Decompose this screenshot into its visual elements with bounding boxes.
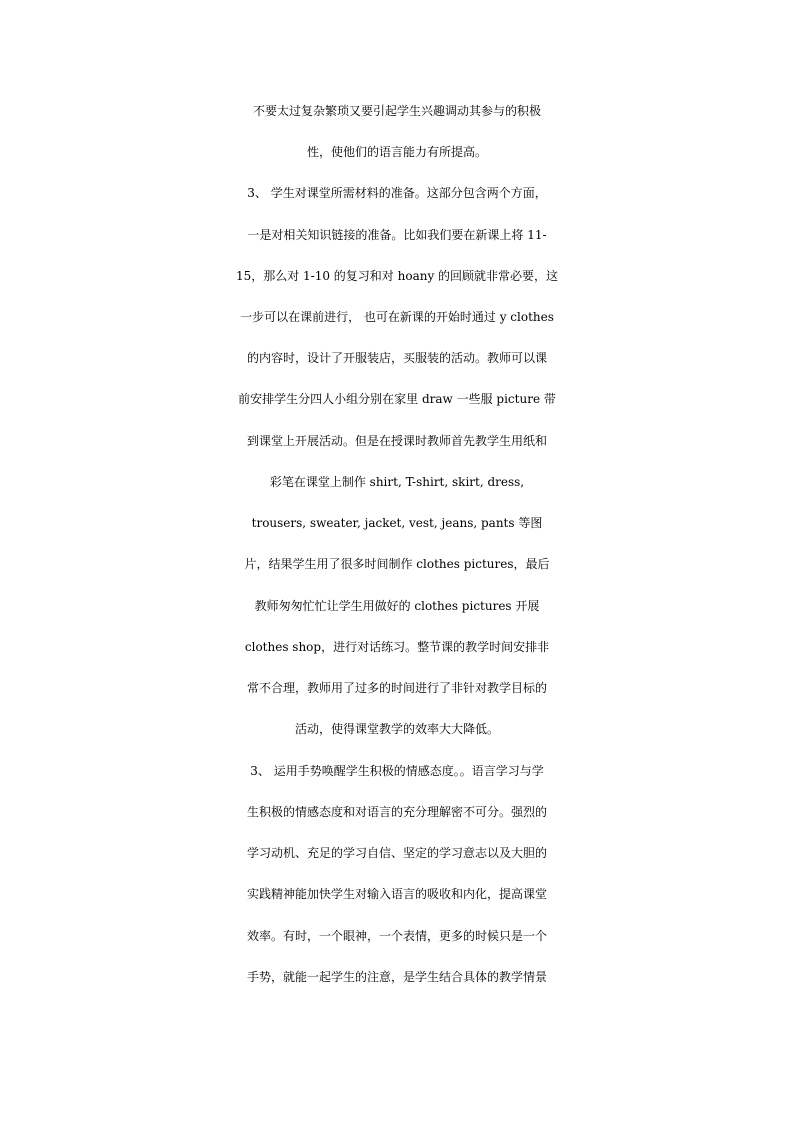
text-line-20: 实践精神能加快学生对输入语言的吸收和内化，提高课堂 xyxy=(246,887,547,901)
text-line-22: 手势，就能一起学生的注意，是学生结合具体的教学情景 xyxy=(246,970,547,984)
text-line-7: 的内容时，设计了开服装店，买服装的活动。教师可以课 xyxy=(246,351,547,365)
text-line-3: 3、 学生对课堂所需材料的准备。这部分包含两个方面， xyxy=(247,186,547,200)
text-line-1: 不要太过复杂繁琐又要引起学生兴趣调动其参与的积极 xyxy=(252,104,541,118)
text-line-15: 常不合理，教师用了过多的时间进行了非针对教学目标的 xyxy=(246,681,547,695)
text-line-11: trousers, sweater, jacket, vest, jeans, pants 等图 xyxy=(251,516,543,530)
text-line-16: 活动，使得课堂教学的效率大大降低。 xyxy=(294,722,499,736)
text-line-18: 生积极的情感态度和对语言的充分理解密不可分。强烈的 xyxy=(246,805,547,819)
text-line-8: 前安排学生分四人小组分别在家里 draw 一些服 picture 带 xyxy=(238,392,556,406)
text-line-13: 教师匆匆忙忙让学生用做好的 clothes pictures 开展 xyxy=(254,599,540,613)
text-line-12: 片，结果学生用了很多时间制作 clothes pictures，最后 xyxy=(244,557,550,571)
text-line-2: 性，使他们的语言能力有所提高。 xyxy=(306,145,487,159)
text-line-6: 一步可以在课前进行， 也可在新课的开始时通过 y clothes xyxy=(240,310,554,324)
text-line-21: 效率。有时，一个眼神，一个表情，更多的时候只是一个 xyxy=(246,929,547,943)
text-line-10: 彩笔在课堂上制作 shirt, T-shirt, skirt, dress, xyxy=(269,475,525,489)
text-line-5: 15，那么对 1-10 的复习和对 hoany 的回顾就非常必要，这 xyxy=(235,269,559,283)
text-line-4: 一是对相关知识链接的准备。比如我们要在新课上将 11- xyxy=(247,228,547,242)
text-line-19: 学习动机、充足的学习自信、坚定的学习意志以及大胆的 xyxy=(246,846,547,860)
text-line-9: 到课堂上开展活动。但是在授课时教师首先教学生用纸和 xyxy=(246,434,547,448)
text-line-14: clothes shop，进行对话练习。整节课的教学时间安排非 xyxy=(244,640,550,654)
text-line-17: 3、 运用手势唤醒学生积极的情感态度。。语言学习与学 xyxy=(250,764,544,778)
